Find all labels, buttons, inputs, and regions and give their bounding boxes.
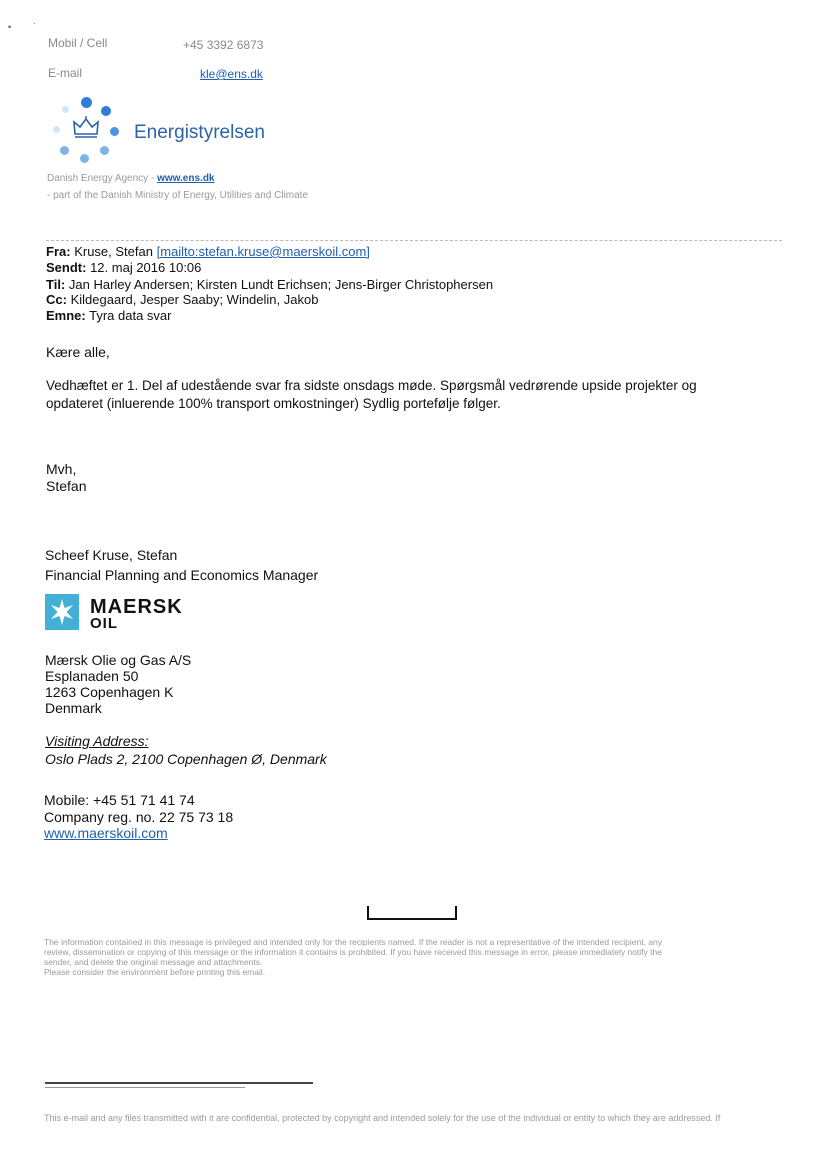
subject-row bbox=[46, 308, 172, 323]
sender-first-name: Stefan bbox=[46, 478, 87, 494]
disclaimer-line-4: Please consider the environment before printing this email. bbox=[44, 967, 266, 977]
mobile-label: Mobil / Cell bbox=[48, 36, 108, 50]
disclaimer-line-3: sender, and delete the original message and attachments. bbox=[44, 957, 263, 967]
agency-line bbox=[47, 173, 214, 184]
regards: Mvh, bbox=[46, 461, 77, 477]
from-row bbox=[46, 244, 370, 259]
from-value: Kruse, Stefan bbox=[74, 244, 157, 259]
signature-mobile: Mobile: +45 51 71 41 74 bbox=[44, 792, 195, 808]
mobile-value: +45 3392 6873 bbox=[183, 38, 264, 52]
visiting-address-label: Visiting Address: bbox=[45, 733, 149, 749]
separator-line bbox=[46, 240, 782, 241]
website-link[interactable]: www.maerskoil.com bbox=[44, 825, 168, 841]
ens-logo-text: Energistyrelsen bbox=[134, 122, 265, 143]
to-row bbox=[46, 277, 493, 292]
maersk-logo-text: MAERSK bbox=[90, 596, 183, 618]
cc-label: Cc: bbox=[46, 292, 67, 307]
cc-value: Kildegaard, Jesper Saaby; Windelin, Jakob bbox=[70, 292, 319, 307]
ministry-line: - part of the Danish Ministry of Energy, Utilities and Climate bbox=[47, 190, 309, 201]
disclaimer bbox=[44, 937, 766, 977]
subject-value: Tyra data svar bbox=[89, 308, 172, 323]
signature-name: Scheef Kruse, Stefan bbox=[45, 547, 178, 563]
sent-value: 12. maj 2016 10:06 bbox=[90, 260, 202, 275]
from-label: Fra: bbox=[46, 244, 71, 259]
to-value: Jan Harley Andersen; Kirsten Lundt Erichsen; Jens-Birger Christophersen bbox=[68, 277, 494, 292]
signature-title: Financial Planning and Economics Manager bbox=[45, 567, 319, 583]
subject-label: Emne: bbox=[46, 308, 86, 323]
company-city: 1263 Copenhagen K bbox=[45, 684, 174, 700]
disclaimer-line-1: The information contained in this message is privileged and intended only for the recipients named. If the reader is not a representative of the intended recipient, any bbox=[44, 937, 663, 947]
body-line-1: Vedhæftet er 1. Del af udestående svar fra sidste onsdags møde. Spørgsmål vedrørende upside projekter og bbox=[46, 378, 697, 393]
email-label: E-mail bbox=[48, 66, 83, 80]
from-mailto-link[interactable]: [mailto:stefan.kruse@maerskoil.com] bbox=[156, 244, 370, 259]
footer-rule bbox=[45, 1082, 313, 1084]
agency-link[interactable]: www.ens.dk bbox=[157, 173, 215, 184]
company-country: Denmark bbox=[45, 700, 102, 716]
scan-marks: • ˙ bbox=[8, 22, 47, 32]
greeting: Kære alle, bbox=[46, 344, 110, 360]
ens-logo bbox=[48, 94, 128, 166]
sent-label: Sendt: bbox=[46, 260, 87, 275]
company-street: Esplanaden 50 bbox=[45, 668, 139, 684]
maersk-logo-subtext: OIL bbox=[90, 615, 118, 632]
footer-rule-thin bbox=[45, 1087, 245, 1088]
company-name: Mærsk Olie og Gas A/S bbox=[45, 652, 192, 668]
visiting-address-value: Oslo Plads 2, 2100 Copenhagen Ø, Denmark bbox=[45, 751, 327, 767]
agency-prefix: Danish Energy Agency - bbox=[47, 173, 158, 184]
email-link[interactable]: kle@ens.dk bbox=[200, 67, 263, 81]
cc-row bbox=[46, 292, 318, 307]
crown-icon bbox=[72, 116, 100, 140]
company-reg: Company reg. no. 22 75 73 18 bbox=[44, 809, 234, 825]
disclaimer-line-2: review, dissemination or copying of this message or the information it contains is prohibited. If you have received this message in error, please immediately notify the bbox=[44, 947, 662, 957]
footer-text: This e-mail and any files transmitted with it are confidential, protected by copyright and intended solely for the use of the individual or entity to which they are addressed. If bbox=[44, 1113, 721, 1123]
maersk-star-icon bbox=[45, 594, 79, 630]
sent-row bbox=[46, 260, 201, 275]
body-line-2: opdateret (inluerende 100% transport omkostninger) Sydlig portefølje følger. bbox=[46, 396, 501, 411]
to-label: Til: bbox=[46, 277, 66, 292]
bracket-mark bbox=[367, 906, 457, 920]
